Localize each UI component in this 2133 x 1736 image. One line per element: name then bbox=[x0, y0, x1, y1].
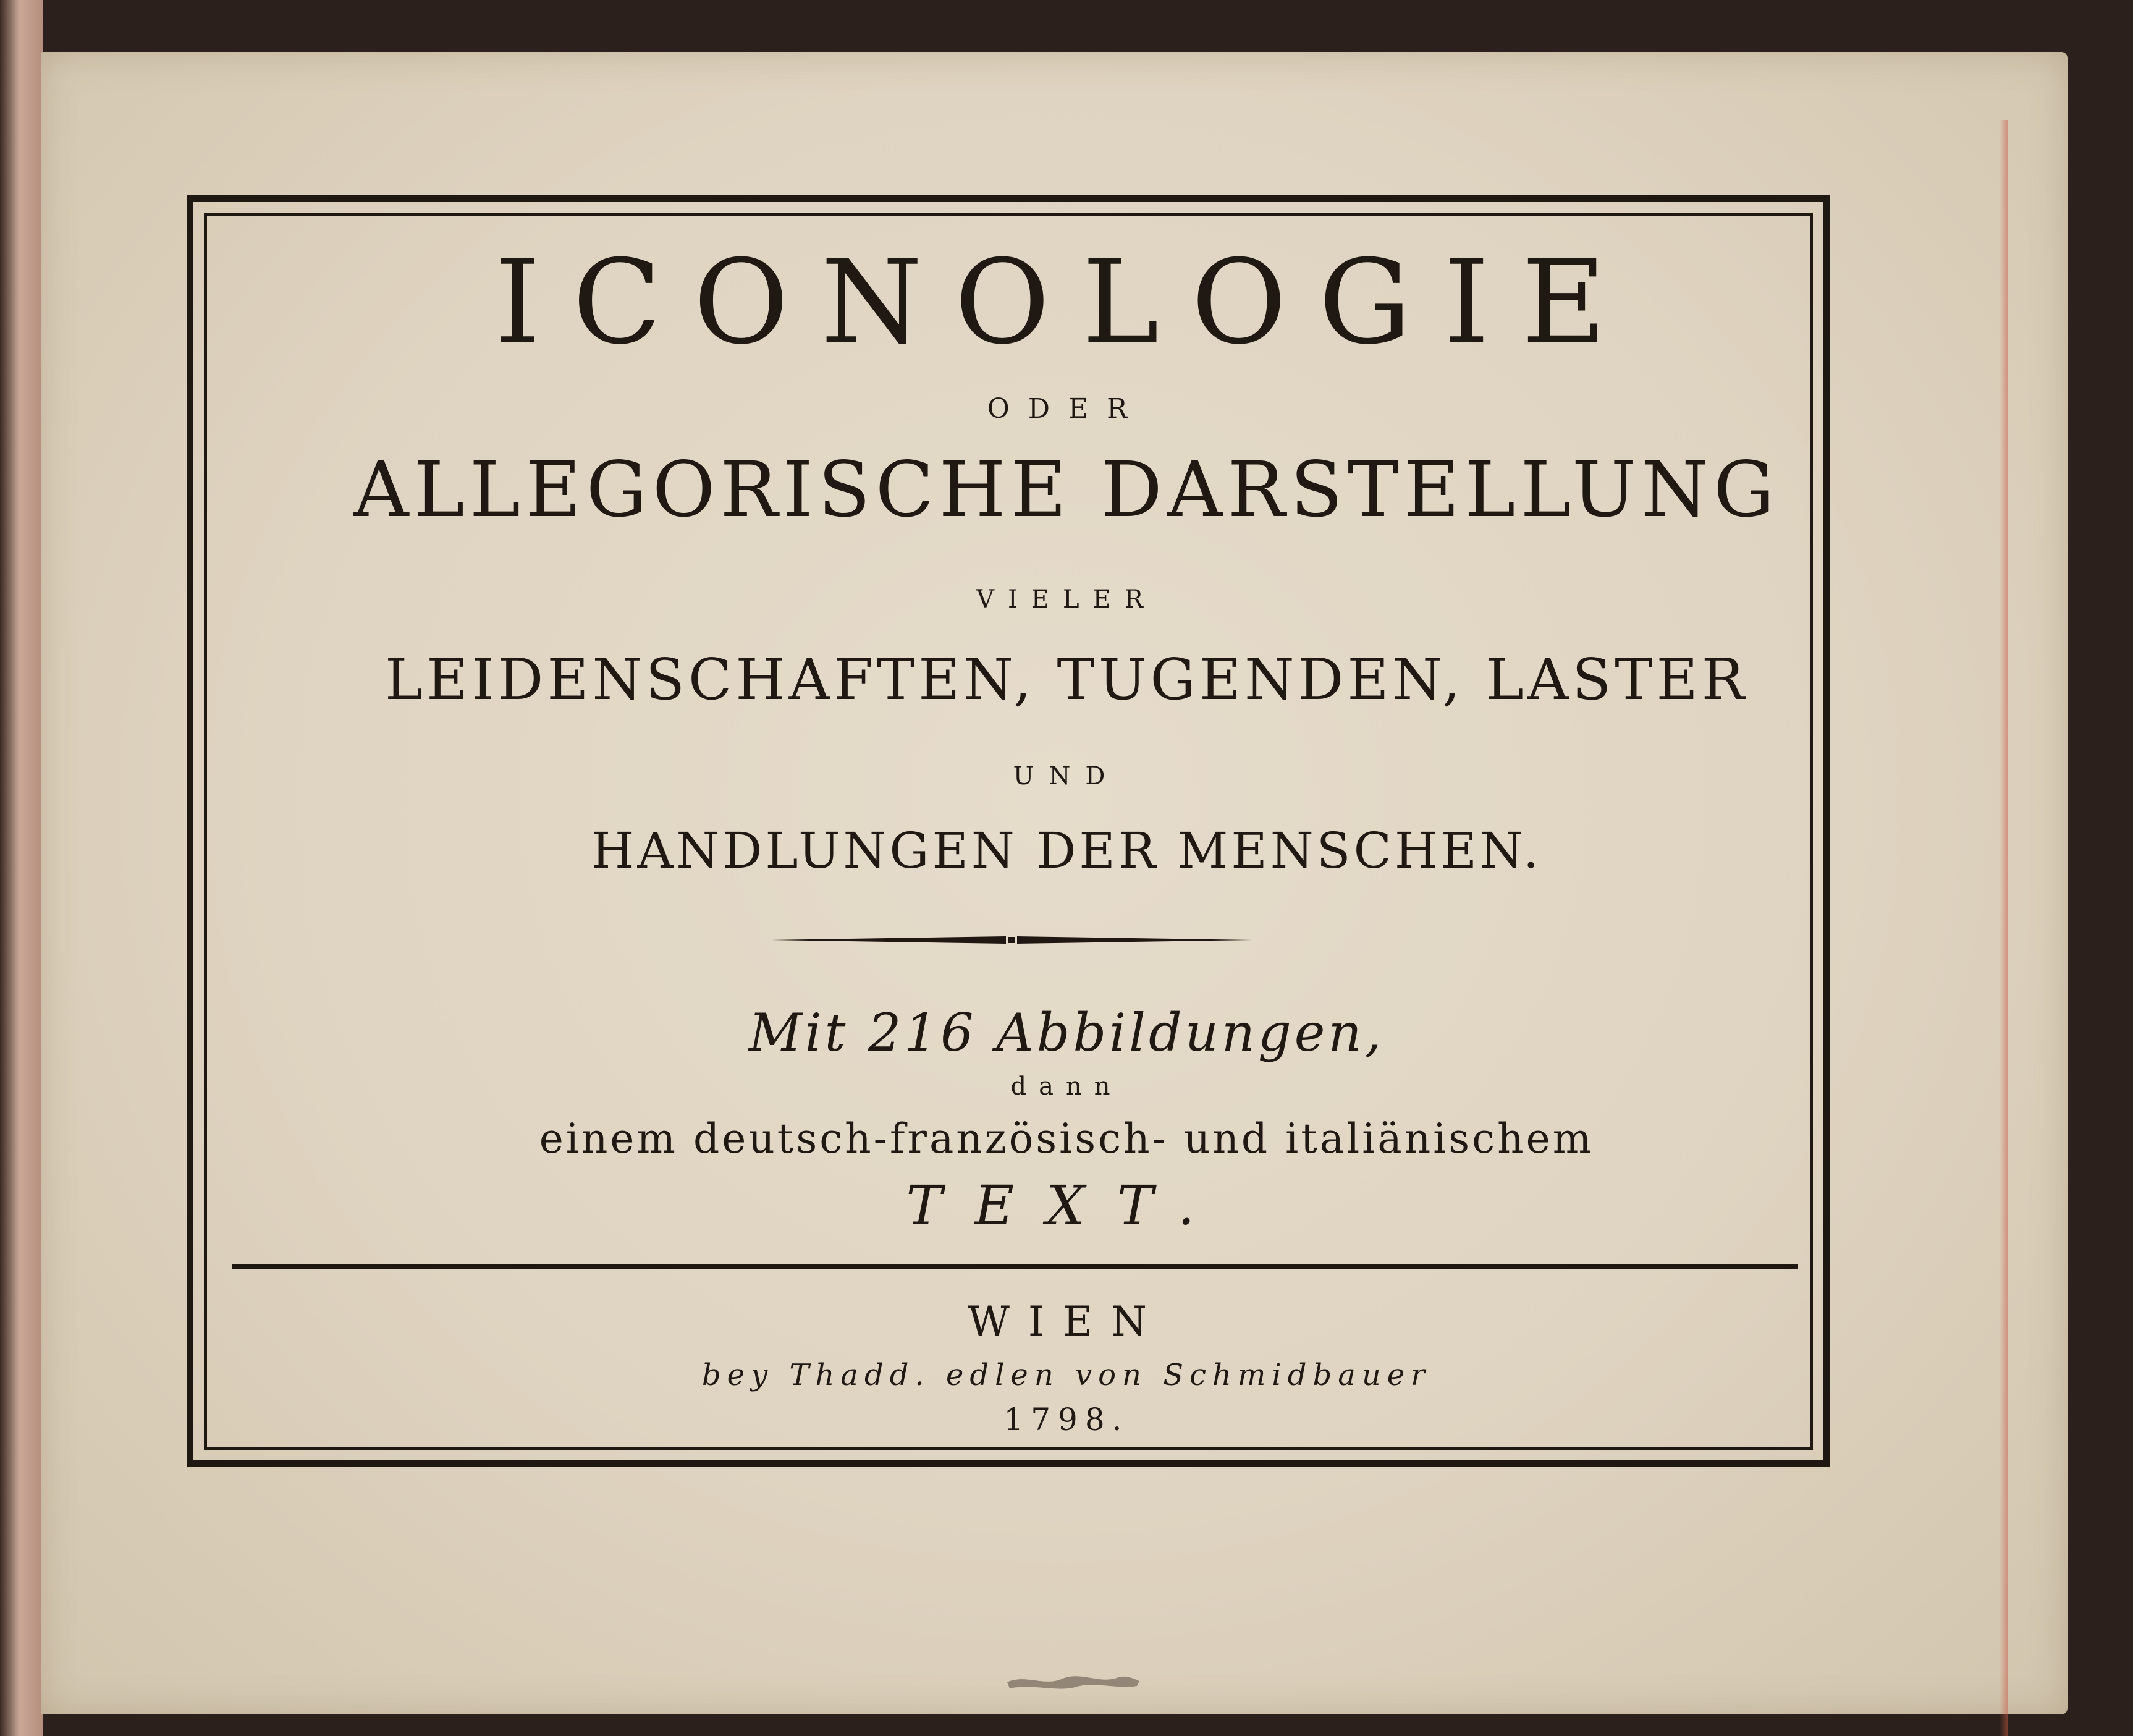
imprint-city: WIEN bbox=[968, 1298, 1165, 1345]
connector-vieler: VIELER bbox=[976, 585, 1157, 614]
subject-list: LEIDENSCHAFTEN, TUGENDEN, LASTER bbox=[385, 646, 1748, 713]
connector-dann: dann bbox=[1010, 1072, 1123, 1101]
book-subtitle: ALLEGORISCHE DARSTELLUNG bbox=[353, 446, 1780, 535]
ink-smudge bbox=[1001, 1662, 1143, 1693]
imprint-publisher: bey Thadd. edlen von Schmidbauer bbox=[701, 1358, 1432, 1392]
conjunction-oder: ODER bbox=[987, 393, 1146, 425]
book-title: ICONOLOGIE bbox=[494, 235, 1639, 370]
languages-note: einem deutsch-französisch- und italiänischem bbox=[539, 1115, 1594, 1162]
imprint-year: 1798. bbox=[1003, 1402, 1130, 1437]
ornamental-divider bbox=[771, 934, 1252, 946]
imprint-rule bbox=[232, 1264, 1798, 1269]
subject-end: HANDLUNGEN DER MENSCHEN. bbox=[591, 822, 1542, 879]
text-word: TEXT. bbox=[906, 1174, 1227, 1237]
connector-und: UND bbox=[1013, 762, 1120, 790]
illustrations-note: Mit 216 Abbildungen, bbox=[748, 1002, 1385, 1063]
